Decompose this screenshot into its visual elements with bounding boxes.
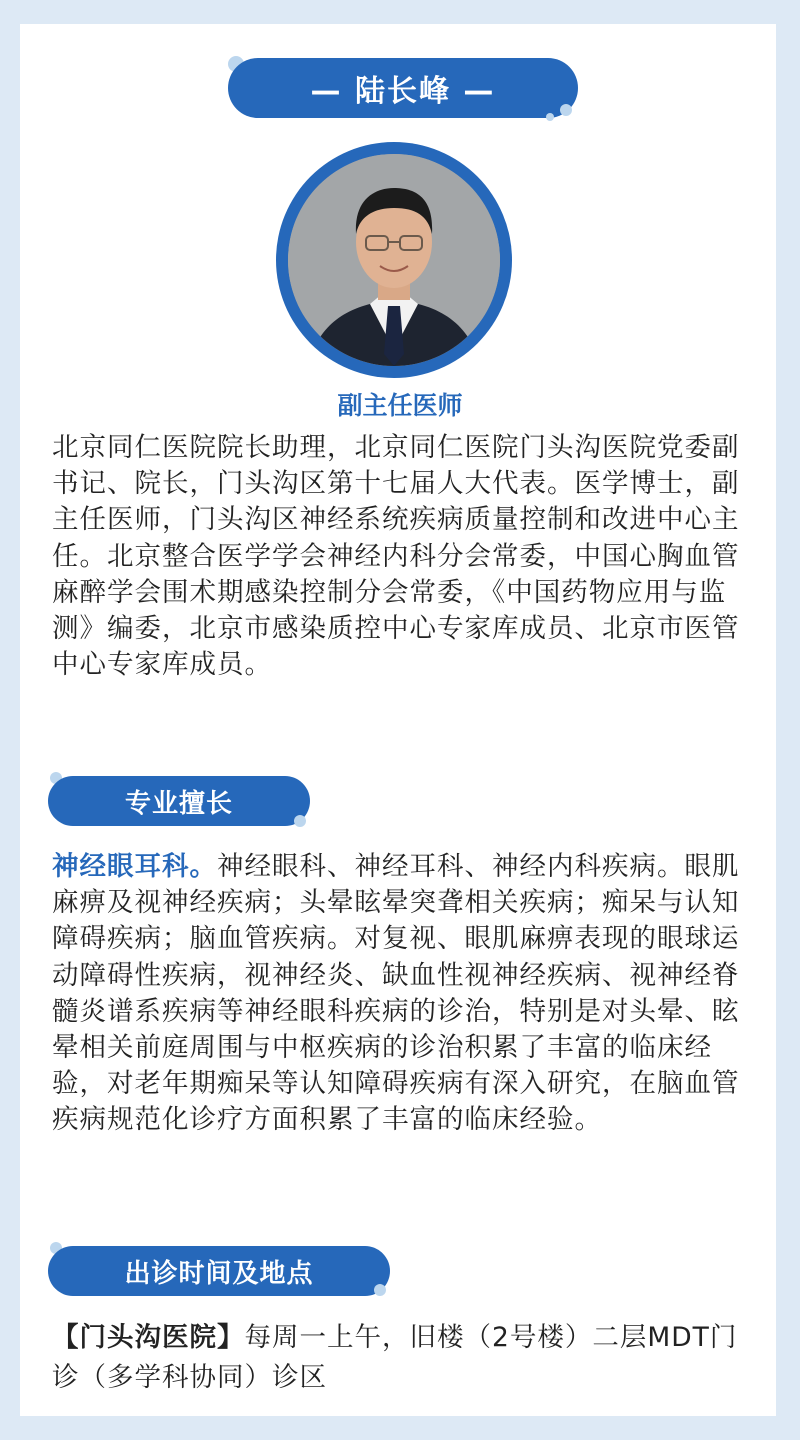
- clinic-schedule: 每周一上午，旧楼（2号楼）二层MDT门诊（多学科协同）诊区: [52, 1322, 738, 1393]
- specialty-heading: [48, 776, 310, 826]
- doctor-title: 副主任医师: [337, 391, 463, 420]
- specialty-highlight: 神经眼耳科。: [52, 851, 217, 882]
- decor-dot: [546, 113, 554, 121]
- doctor-portrait: [288, 154, 500, 366]
- specialty-body: 神经眼科、神经耳科、神经内科疾病。眼肌麻痹及视神经疾病；头晕眩晕突聋相关疾病；痴呆与认知障碍疾病；脑血管疾病。对复视、眼肌麻痹表现的眼球运动障碍性疾病，视神经炎、缺血性视神经疾病、视神经脊髓炎谱系疾病等神经眼科疾病的诊治，特别是对头晕、眩晕相关前庭周围与中枢疾病的诊治积累了丰富的临床经验，对老年期痴呆等认知障碍疾病有深入研究，在脑血管疾病规范化诊疗方面积累了丰富的临床经验。: [52, 851, 740, 1136]
- clinic-heading-label: 出诊时间及地点: [124, 1258, 314, 1289]
- specialty-text: [52, 849, 756, 1139]
- doctor-name: — 陆长峰 —: [310, 74, 496, 109]
- portrait-frame: [276, 142, 512, 378]
- decor-dot: [560, 104, 572, 116]
- doctor-bio: 北京同仁医院院长助理，北京同仁医院门头沟医院党委副书记、院长，门头沟区第十七届人大代表。医学博士，副主任医师，门头沟区神经系统疾病质量控制和改进中心主任。北京整合医学学会神经内科分会常委，中国心胸血管麻醉学会围术期感染控制分会常委，《中国药物应用与监测》编委，北京市感染质控中心专家库成员、北京市医管中心专家库成员。: [52, 432, 740, 681]
- specialty-heading-label: 专业擅长: [124, 788, 233, 819]
- clinic-heading: [48, 1246, 390, 1296]
- portrait-image: [288, 154, 500, 366]
- decor-dot: [294, 815, 306, 827]
- clinic-location: 【门头沟医院】: [52, 1322, 245, 1353]
- clinic-info: [52, 1318, 756, 1398]
- decor-dot: [374, 1284, 386, 1296]
- doctor-name-banner: [228, 58, 578, 118]
